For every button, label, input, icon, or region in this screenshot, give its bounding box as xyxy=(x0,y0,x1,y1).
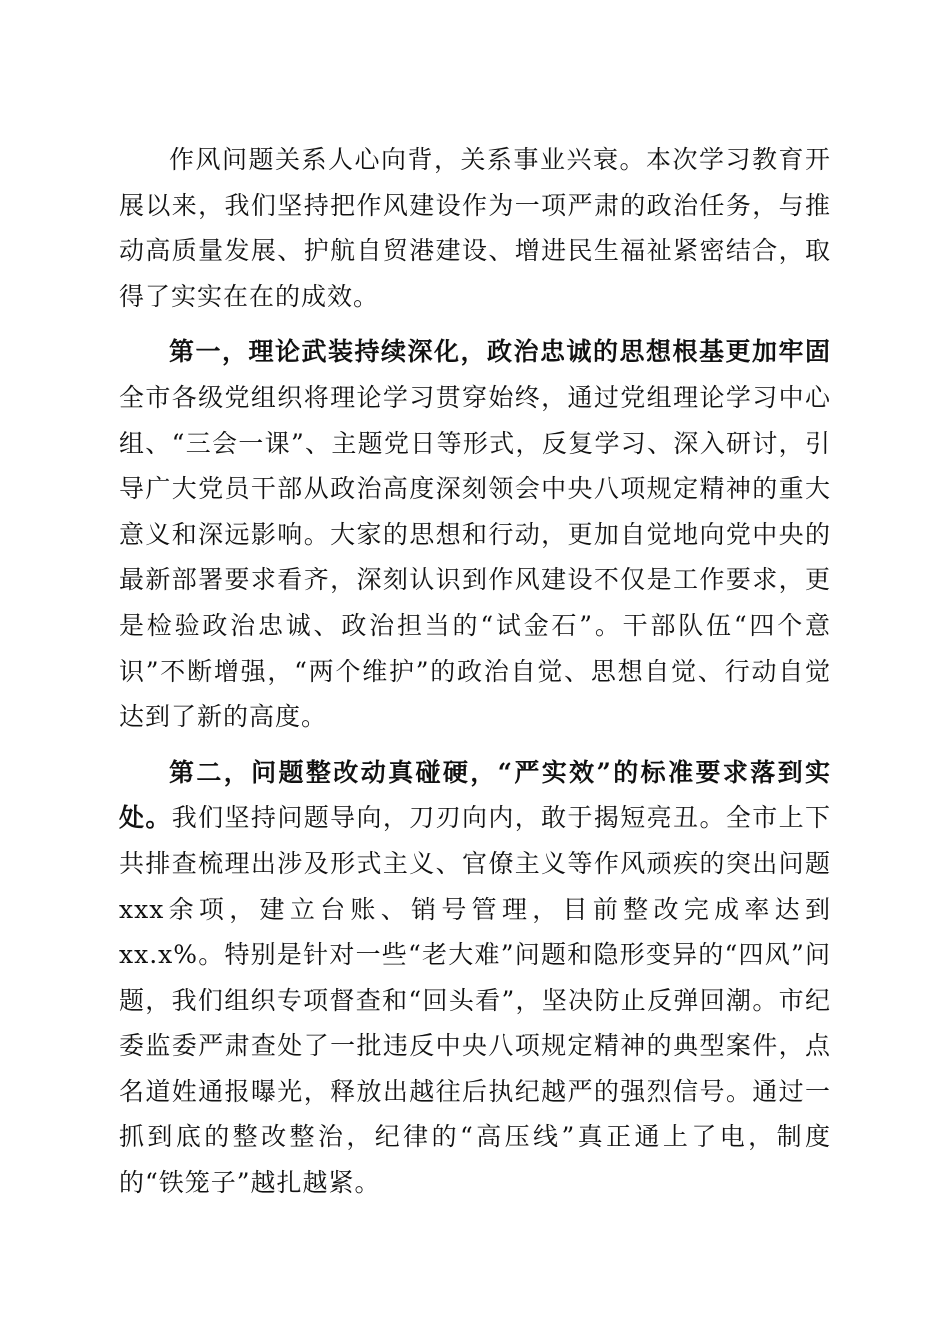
paragraph-first-point xyxy=(119,329,831,739)
second-point-body: 我们坚持问题导向，刀刃向内，敢于揭短亮丑。全市上下共排查梳理出涉及形式主义、官僚主义等作风顽疾的突出问题xxx余项，建立台账、销号管理，目前整改完成率达到xx.x%。特别是针对一些“老大难”问题和隐形变异的“四风”问题，我们组织专项督查和“回头看”，坚决防止反弹回潮。市纪委监委严肃查处了一批违反中央八项规定精神的典型案件，点名道姓通报曝光，释放出越往后执纪越严的强烈信号。通过一抓到底的整改整治，纪律的“高压线”真正通上了电，制度的“铁笼子”越扎越紧。 xyxy=(119,803,831,1198)
paragraph-intro-text: 作风问题关系人心向背，关系事业兴衰。本次学习教育开展以来，我们坚持把作风建设作为一项严肃的政治任务，与推动高质量发展、护航自贸港建设、增进民生福祉紧密结合，取得了实实在在的成效。 xyxy=(119,145,831,311)
first-point-body: 全市各级党组织将理论学习贯穿始终，通过党组理论学习中心组、“三会一课”、主题党日等形式，反复学习、深入研讨，引导广大党员干部从政治高度深刻领会中央八项规定精神的重大意义和深远影响。大家的思想和行动，更加自觉地向党中央的最新部署要求看齐，深刻认识到作风建设不仅是工作要求，更是检验政治忠诚、政治担当的“试金石”。干部队伍“四个意识”不断增强，“两个维护”的政治自觉、思想自觉、行动自觉达到了新的高度。 xyxy=(119,382,831,732)
second-point-heading: 第二，问题整改动真碰硬，“严实效”的标准要求落到实处。 xyxy=(119,757,831,833)
paragraph-intro xyxy=(119,137,831,319)
first-point-heading: 第一，理论武装持续深化，政治忠诚的思想根基更加牢固 xyxy=(169,337,831,367)
paragraph-second-point xyxy=(119,750,831,1206)
document-body xyxy=(119,137,831,1216)
